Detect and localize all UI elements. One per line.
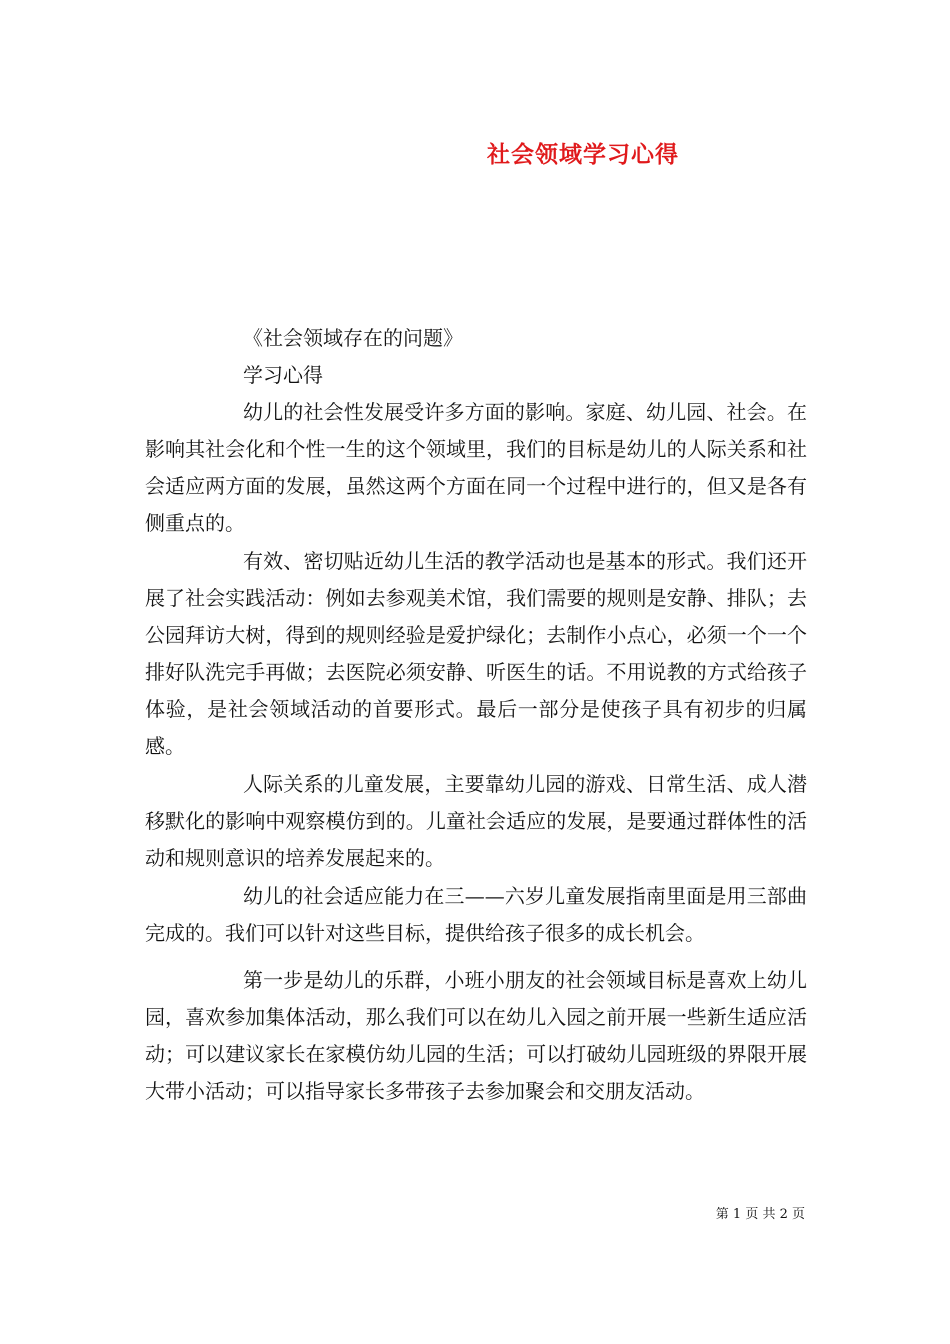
paragraph-5: 第一步是幼儿的乐群，小班小朋友的社会领域目标是喜欢上幼儿园，喜欢参加集体活动，那么我们可以在幼儿入园之前开展一些新生适应活动；可以建议家长在家模仿幼儿园的生活；可以打破幼儿园班级的界限开展大带小活动；可以指导家长多带孩子去参加聚会和交朋友活动。: [145, 968, 807, 1103]
page-number: 第 1 页 共 2 页: [715, 1207, 805, 1222]
paragraph-3: 人际关系的儿童发展，主要靠幼儿园的游戏、日常生活、成人潜移默化的影响中观察模仿到的。儿童社会适应的发展，是要通过群体性的活动和规则意识的培养发展起来的。: [145, 772, 807, 870]
subheading-2: 学习心得: [243, 363, 323, 387]
paragraph-2: 有效、密切贴近幼儿生活的教学活动也是基本的形式。我们还开展了社会实践活动：例如去参观美术馆，我们需要的规则是安静、排队；去公园拜访大树，得到的规则经验是爱护绿化；去制作小点心，必须一个一个排好队洗完手再做；去医院必须安静、听医生的话。不用说教的方式给孩子体验，是社会领域活动的首要形式。最后一部分是使孩子具有初步的归属感。: [145, 549, 807, 758]
subheading: 《社会领域存在的问题》: [243, 326, 463, 350]
paragraph-1: 幼儿的社会性发展受许多方面的影响。家庭、幼儿园、社会。在影响其社会化和个性一生的这个领域里，我们的目标是幼儿的人际关系和社会适应两方面的发展，虽然这两个方面在同一个过程中进行的，但又是各有侧重点的。: [145, 400, 807, 535]
document-body: [145, 320, 807, 1110]
document-title: 社会领域学习心得: [487, 142, 679, 168]
paragraph-4: 幼儿的社会适应能力在三——六岁儿童发展指南里面是用三部曲完成的。我们可以针对这些目标，提供给孩子很多的成长机会。: [145, 884, 807, 945]
